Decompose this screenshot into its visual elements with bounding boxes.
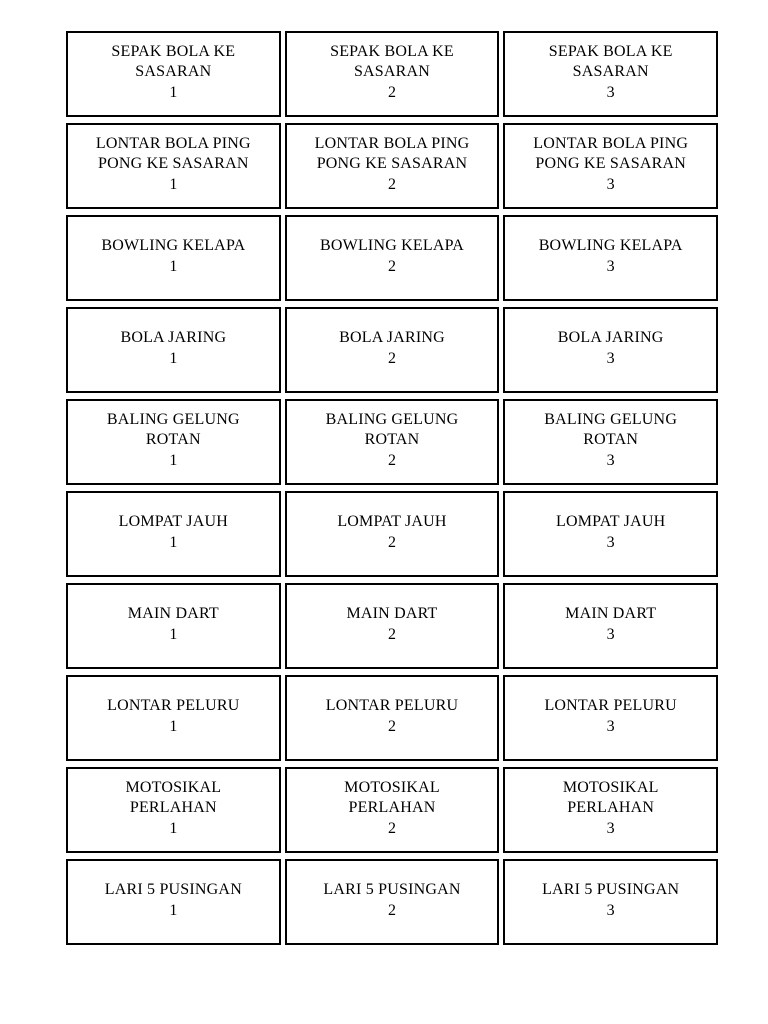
station-card [66,767,281,853]
card-number: 3 [606,901,615,919]
station-card [285,307,500,393]
station-card [503,583,718,669]
card-number: 1 [169,717,178,735]
station-card [66,859,281,945]
card-row [66,675,718,761]
card-title: BOWLING KELAPA [320,236,464,254]
station-card [66,123,281,209]
card-title: LOMPAT JAUH [337,512,447,530]
station-card [503,31,718,117]
card-title: MAIN DART [127,604,219,622]
card-number: 1 [169,349,178,367]
card-number: 2 [388,901,396,919]
card-title: BALING GELUNG ROTAN [544,410,678,448]
station-card [66,31,281,117]
card-number: 3 [606,533,615,551]
card-number: 2 [388,83,396,101]
station-card [285,215,500,301]
card-row [66,859,718,945]
card-title: LOMPAT JAUH [556,512,666,530]
station-card [285,767,500,853]
card-sheet [66,31,718,951]
card-title: BOWLING KELAPA [101,236,246,254]
card-row [66,767,718,853]
card-title: LONTAR BOLA PING PONG KE SASARAN [314,134,470,172]
card-number: 2 [388,717,396,735]
card-number: 3 [606,819,615,837]
card-title: MOTOSIKAL PERLAHAN [344,778,440,816]
card-title: MAIN DART [565,604,657,622]
card-title: SEPAK BOLA KE SASARAN [330,42,454,80]
card-number: 3 [606,257,615,275]
card-number: 3 [606,83,615,101]
card-title: SEPAK BOLA KE SASARAN [111,42,236,80]
card-number: 1 [169,257,178,275]
station-card [285,491,500,577]
card-number: 1 [169,175,178,193]
card-number: 1 [169,901,178,919]
card-number: 2 [388,257,396,275]
station-card [66,491,281,577]
card-title: LONTAR BOLA PING PONG KE SASARAN [533,134,689,172]
card-row [66,31,718,117]
station-card [503,307,718,393]
card-number: 1 [169,83,178,101]
station-card [66,399,281,485]
station-card [66,675,281,761]
station-card [503,215,718,301]
station-card [503,767,718,853]
card-number: 2 [388,625,396,643]
card-number: 1 [169,451,178,469]
card-number: 2 [388,819,396,837]
card-number: 3 [606,175,615,193]
card-title: BOLA JARING [120,328,227,346]
card-title: LONTAR PELURU [325,696,459,714]
station-card [503,399,718,485]
card-row [66,583,718,669]
station-card [285,859,500,945]
station-card [503,859,718,945]
card-row [66,215,718,301]
card-number: 2 [388,533,396,551]
station-card [503,675,718,761]
card-number: 3 [606,625,615,643]
station-card [503,123,718,209]
card-number: 3 [606,717,615,735]
card-title: LONTAR PELURU [544,696,677,714]
card-title: LARI 5 PUSINGAN [542,880,680,898]
card-number: 3 [606,451,615,469]
station-card [66,215,281,301]
card-number: 1 [169,819,178,837]
station-card [285,123,500,209]
card-title: BOLA JARING [557,328,664,346]
station-card [503,491,718,577]
card-row [66,123,718,209]
card-title: LONTAR BOLA PING PONG KE SASARAN [95,134,251,172]
station-card [285,583,500,669]
card-number: 2 [388,349,396,367]
card-number: 2 [388,451,396,469]
station-card [285,675,500,761]
card-title: MAIN DART [346,604,438,622]
card-title: LONTAR PELURU [107,696,240,714]
card-number: 1 [169,625,178,643]
card-row [66,399,718,485]
card-row [66,307,718,393]
station-card [66,307,281,393]
card-title: MOTOSIKAL PERLAHAN [562,778,659,816]
card-number: 1 [169,533,178,551]
card-title: MOTOSIKAL PERLAHAN [125,778,222,816]
card-title: BALING GELUNG ROTAN [325,410,459,448]
card-number: 2 [388,175,396,193]
card-title: BALING GELUNG ROTAN [106,410,240,448]
card-title: BOLA JARING [339,328,445,346]
card-title: LARI 5 PUSINGAN [323,880,461,898]
station-card [66,583,281,669]
card-row [66,491,718,577]
card-title: LARI 5 PUSINGAN [104,880,242,898]
station-card [285,399,500,485]
card-number: 3 [606,349,615,367]
card-title: BOWLING KELAPA [538,236,683,254]
card-title: SEPAK BOLA KE SASARAN [548,42,673,80]
card-title: LOMPAT JAUH [118,512,228,530]
station-card [285,31,500,117]
